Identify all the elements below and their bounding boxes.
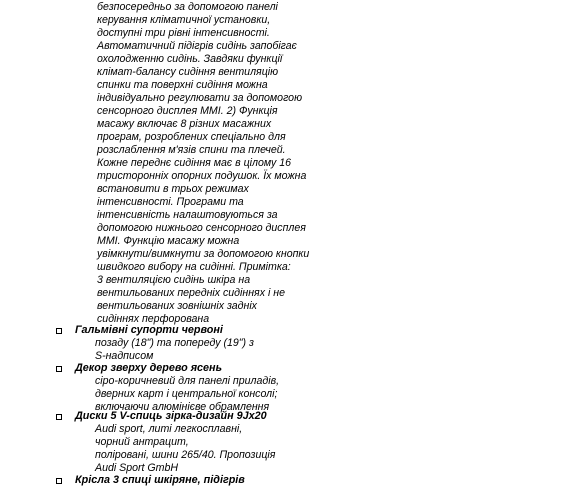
- description-line: масажу включає 8 різних масажних: [97, 118, 272, 130]
- checkbox-bullet-icon: [56, 478, 62, 484]
- description-line: сидіннях перфорована: [97, 313, 210, 325]
- feature-detail-line: поліровані, шини 265/40. Пропозиція: [95, 449, 276, 461]
- feature-detail-line: сіро-коричневий для панелі приладів,: [95, 375, 280, 387]
- checkbox-bullet-icon: [56, 366, 62, 372]
- description-line: спинки та поверхні сидіння можна: [97, 79, 268, 91]
- description-line: інтенсивності. Програми та: [97, 196, 244, 208]
- description-line: керування кліматичної установки,: [97, 14, 271, 26]
- feature-detail-line: дверних карт і центральної консолі;: [95, 388, 278, 400]
- description-line: тристоронніх опорних подушок. Їх можна: [97, 170, 307, 182]
- description-line: 3 вентиляцією сидінь шкіра на: [97, 274, 251, 286]
- description-line: Кожне переднє сидіння має в цілому 16: [97, 157, 292, 169]
- description-line: допомогою нижнього сенсорного дисплея: [97, 222, 306, 234]
- description-line: MMI. Функцію масажу можна: [97, 235, 240, 247]
- feature-detail-line: Audi sport, литі легкосплавні,: [95, 423, 243, 435]
- description-line: увімкнути/вимкнути за допомогою кнопки: [97, 248, 310, 260]
- feature-detail-line: Audi Sport GmbH: [95, 462, 179, 474]
- feature-detail-line: включаючи алюмінієве обрамлення: [95, 401, 270, 413]
- description-line: розслаблення м'язів спини та плечей.: [97, 144, 286, 156]
- description-line: швидкого вибору на сидінні. Примітка:: [97, 261, 291, 273]
- description-line: сенсорного дисплея MMI. 2) Функція: [97, 105, 278, 117]
- feature-detail-line: чорний антрацит,: [95, 436, 189, 448]
- description-line: клімат-балансу сидіння вентиляцію: [97, 66, 279, 78]
- description-line: безпосередньо за допомогою панелі: [97, 1, 278, 13]
- checkbox-bullet-icon: [56, 414, 62, 420]
- description-line: вентильованих зовнішніх задніх: [97, 300, 257, 312]
- description-line: Автоматичний підігрів сидінь запобігає: [97, 40, 297, 52]
- description-line: вентильованих передніх сидіннях і не: [97, 287, 285, 299]
- feature-title: Декор зверху дерево ясень: [75, 362, 222, 374]
- feature-detail-line: S-надписом: [95, 350, 154, 362]
- description-line: інтенсивність налаштовуються за: [97, 209, 278, 221]
- checkbox-bullet-icon: [56, 328, 62, 334]
- description-line: програм, розроблених спеціально для: [97, 131, 286, 143]
- feature-title: Крісла 3 спиці шкіряне, підігрів: [75, 474, 245, 486]
- feature-title: Гальмівні супорти червоні: [75, 324, 223, 336]
- description-line: індивідуально регулювати за допомогою: [97, 92, 303, 104]
- description-line: доступні три рівні інтенсивності.: [97, 27, 270, 39]
- feature-detail-line: позаду (18") та попереду (19") з: [95, 337, 254, 349]
- description-line: охолодженню сидінь. Завдяки функції: [97, 53, 283, 65]
- feature-title: Диски 5 V-спиць зірка-дизайн 9Jx20: [75, 410, 267, 422]
- description-line: встановити в трьох режимах: [97, 183, 249, 195]
